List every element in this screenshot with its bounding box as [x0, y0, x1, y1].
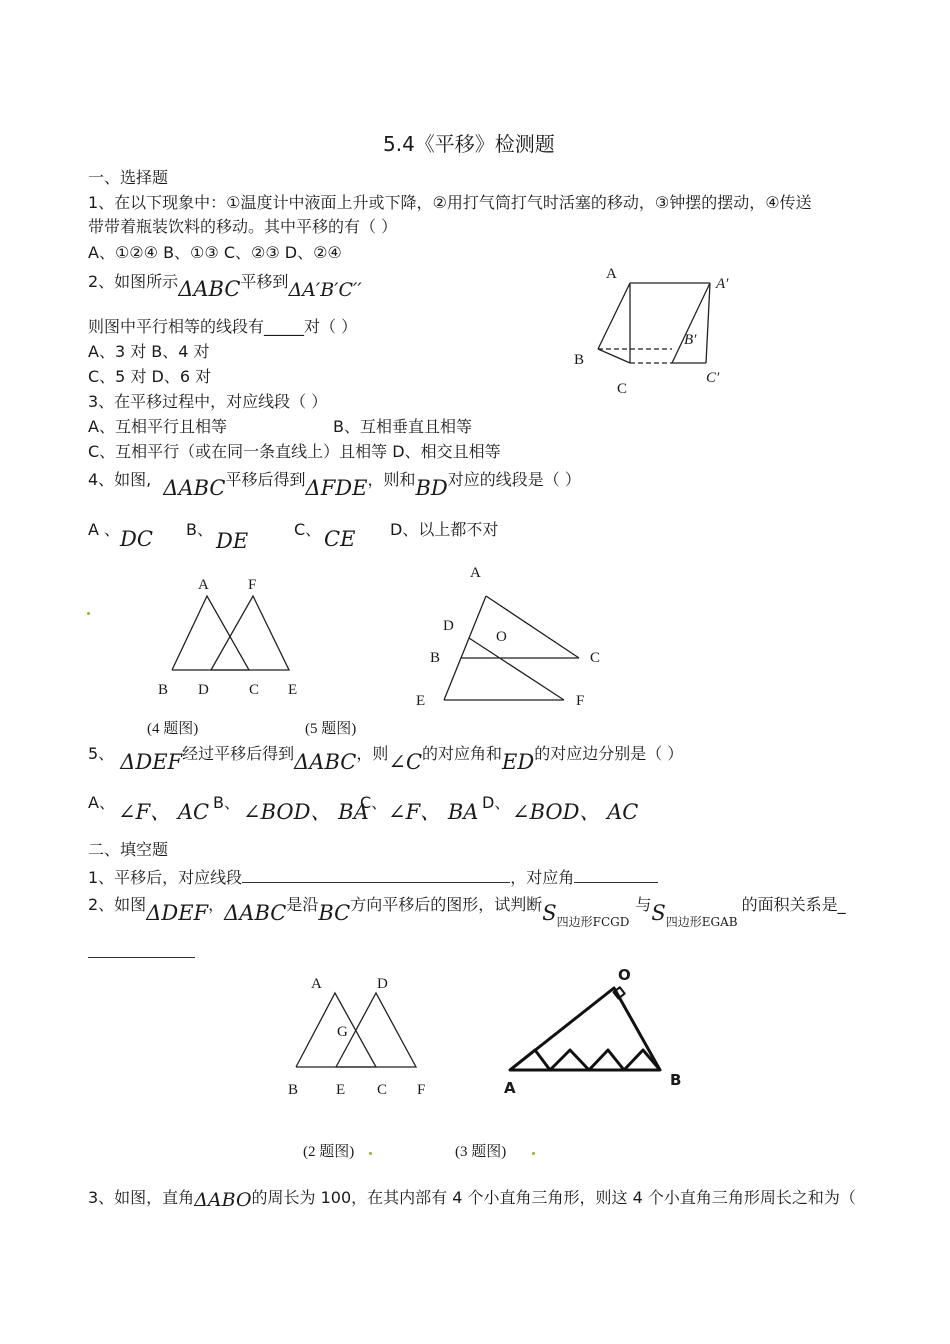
f2-area-1: S: [542, 901, 557, 925]
q5-option-d-label: D、: [482, 793, 511, 812]
stray-dot: [369, 1152, 372, 1155]
q2-options-cd: C、5 对 D、6 对: [88, 367, 212, 386]
q4-option-d: D、以上都不对: [390, 520, 499, 539]
f2-line: [88, 893, 846, 929]
fig4-label-d: D: [198, 682, 209, 698]
q4-stem: [88, 468, 581, 500]
q3-stem: 3、在平移过程中，对应线段（ ）: [88, 392, 328, 411]
q4-option-c-value: CE: [324, 527, 356, 551]
q3-option-b: B、互相垂直且相等: [333, 417, 472, 436]
q5-option-d-value: ∠BOD、 AC: [512, 800, 639, 824]
q4-figure: [165, 590, 300, 675]
fig2-label-d: D: [377, 976, 388, 992]
f2-triangle-def: ΔDEF: [146, 901, 209, 925]
q3-options-cd: C、互相平行（或在同一条直线上）且相等 D、相交且相等: [88, 442, 501, 461]
q2-stem: [88, 270, 362, 301]
q5-option-c-value: ∠F、 BA: [388, 800, 479, 824]
q1-stem-line1: 1、在以下现象中：①温度计中液面上升或下降，②用打气筒打气时活塞的移动，③钟摆的摆动，④传送: [88, 193, 812, 212]
fig4-label-e: E: [288, 682, 298, 698]
q2-label-b-prime: B′: [684, 332, 697, 348]
q5-triangle-abc: ΔABC: [294, 750, 357, 774]
section-heading-fill: 二、填空题: [88, 840, 169, 859]
q2-label-c-prime: C′: [706, 370, 720, 386]
q2-triangle-a1b1c1: ΔA′B′C′′: [288, 279, 362, 301]
fig5-label-a: A: [470, 565, 481, 581]
f2-prefix: 2、如图: [88, 895, 147, 914]
q4-comma: ，则和: [367, 470, 416, 489]
q4-option-a-value: DC: [120, 527, 153, 551]
fig3-label-o: O: [618, 966, 631, 984]
q2-label-a: A: [606, 266, 617, 282]
fig3-caption: (3 题图): [455, 1144, 507, 1160]
f3-triangle-abo: ΔABO: [194, 1189, 252, 1211]
fig5-label-c: C: [590, 650, 601, 666]
fig4-caption: (4 题图): [147, 721, 199, 737]
f2-mid: 是沿: [286, 895, 319, 914]
fig4-label-f: F: [248, 577, 257, 593]
q5-mid2: ，则: [356, 744, 389, 763]
stray-dot: [532, 1152, 535, 1155]
q4-triangle-abc: ΔABC: [163, 476, 226, 500]
section-heading-choice: 一、选择题: [88, 168, 169, 187]
f1-blank-2[interactable]: [574, 866, 658, 883]
q1-stem-line2: 带带着瓶装饮料的移动。其中平移的有（ ）: [88, 217, 398, 236]
fig2-label-f: F: [417, 1082, 426, 1098]
f2-mid2: 方向平移后的图形，试判断: [350, 895, 543, 914]
f1-text-b: ，对应角: [510, 868, 575, 887]
q5-stem: [88, 742, 684, 774]
q5-triangle-def: ΔDEF: [120, 750, 183, 774]
fig2-label-e: E: [336, 1082, 346, 1098]
f1-blank-1[interactable]: [242, 866, 510, 883]
q5-option-b-value: ∠BOD、 BA: [243, 800, 369, 824]
f2-answer-blank[interactable]: [88, 957, 195, 958]
f3-line: [88, 1187, 856, 1211]
q2-triangle-abc: ΔABC: [178, 277, 241, 301]
q5-mid: 经过平移后得到: [182, 744, 295, 763]
fig5-caption: (5 题图): [305, 721, 357, 737]
f3-text-a: 3、如图，直角: [88, 1188, 195, 1207]
q2-options-ab: A、3 对 B、4 对: [88, 342, 210, 361]
q1-options: A、①②④ B、①③ C、②③ D、②④: [88, 243, 342, 262]
fig5-label-d: D: [443, 618, 454, 634]
q4-option-c-label: C、: [294, 520, 322, 539]
fig5-label-f: F: [576, 693, 585, 709]
f2-figure: [290, 990, 425, 1070]
q2-line2: 则图中平行相等的线段有_____对（ ）: [88, 317, 358, 336]
f1-text-a: 1、平移后，对应线段: [88, 868, 243, 887]
f3-figure: [500, 980, 680, 1080]
f3-text-b: 的周长为 100，在其内部有 4 个小直角三角形，则这 4 个小直角三角形周长之和为（: [251, 1188, 856, 1207]
fig2-label-g: G: [337, 1024, 348, 1040]
q5-angle-c: ∠C: [388, 750, 423, 774]
q5-segment-ed: ED: [502, 750, 535, 774]
f2-segment-bc: BC: [318, 901, 351, 925]
fig2-label-b: B: [288, 1082, 299, 1098]
f2-yu: 与: [635, 895, 652, 914]
q4-option-a-label: A 、: [88, 520, 121, 539]
page-title: 5.4《平移》检测题: [383, 132, 555, 156]
q4-segment-bd: BD: [415, 476, 448, 500]
q4-triangle-fde: ΔFDE: [305, 476, 368, 500]
q4-option-b-value: DE: [216, 529, 249, 553]
q5-figure: [440, 590, 600, 705]
q4-suffix: 对应的线段是（ ）: [447, 470, 581, 489]
q3-option-a: A、互相平行且相等: [88, 417, 227, 436]
q5-option-a-value: ∠F、 AC: [118, 800, 210, 824]
fig5-label-b: B: [430, 650, 441, 666]
q4-mid: 平移后得到: [225, 470, 306, 489]
f2-triangle-abc: ΔABC: [224, 901, 287, 925]
fig5-label-e: E: [416, 693, 426, 709]
q5-option-c-label: C、: [360, 793, 388, 812]
q2-label-a-prime: A′: [716, 276, 729, 292]
fig4-label-b: B: [158, 682, 169, 698]
fig3-label-b: B: [670, 1071, 682, 1089]
q2-mid: 平移到: [240, 272, 289, 291]
stray-dot: [87, 612, 90, 615]
q2-label-b: B: [574, 352, 585, 368]
f2-area-2: S: [651, 901, 666, 925]
f2-area-2-sub: 四边形EGAB: [665, 915, 738, 929]
fig2-caption: (2 题图): [303, 1144, 355, 1160]
q4-prefix: 4、如图,: [88, 470, 152, 489]
f2-sep: ，: [208, 895, 225, 914]
fig2-label-a: A: [311, 976, 322, 992]
q2-label-c: C: [617, 381, 628, 397]
fig4-label-a: A: [198, 577, 209, 593]
fig3-label-a: A: [504, 1079, 516, 1097]
q2-prefix: 2、如图所示: [88, 272, 179, 291]
q5-prefix: 5、: [88, 744, 115, 763]
q5-option-a-label: A、: [88, 793, 115, 812]
q5-suffix: 的对应边分别是（ ）: [534, 744, 684, 763]
q5-mid3: 的对应角和: [422, 744, 503, 763]
f2-suffix: 的面积关系是_: [741, 895, 846, 914]
fig5-label-o: O: [496, 629, 507, 645]
f2-area-1-sub: 四边形FCGD: [556, 915, 630, 929]
q5-option-b-label: B、: [213, 793, 240, 812]
f1-line: [88, 866, 658, 888]
q4-option-b-label: B、: [186, 520, 213, 539]
fig2-label-c: C: [377, 1082, 388, 1098]
fig4-label-c: C: [249, 682, 260, 698]
